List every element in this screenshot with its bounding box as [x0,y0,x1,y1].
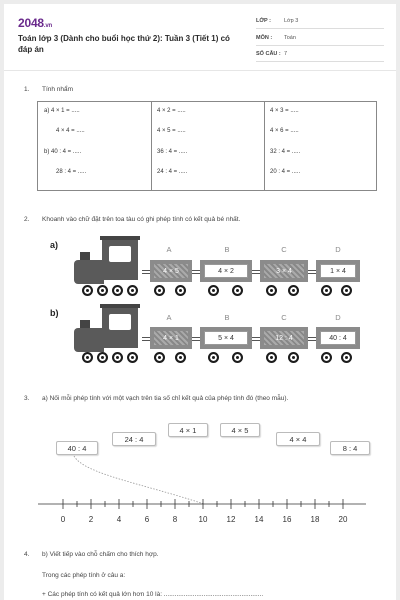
table-cell: 20 : 4 = ..... [270,169,301,175]
train-coupler [252,270,260,274]
train-coupler [192,337,200,341]
wagon-letter[interactable]: B [224,313,230,322]
expression-tag[interactable]: 8 : 4 [330,441,370,455]
train-coupler [192,270,200,274]
tick-label: 18 [310,515,320,524]
wagon-a [150,327,192,349]
train-coupler [252,337,260,341]
wheel-icon [266,352,277,363]
wheel-icon [112,285,123,296]
wheel-icon [127,285,138,296]
question-text: Khoanh vào chữ đặt trên toa tàu có ghi phép tính có kết quả bé nhất. [42,216,241,223]
wagon-expression: 40 : 4 [320,331,356,345]
document-title: Toán lớp 3 (Dành cho buổi học thứ 2): Tuần 3 (Tiết 1) có đáp án [18,34,230,54]
mental-math-table [37,101,377,191]
wheel-icon [97,285,108,296]
question-text: b) Viết tiếp vào chỗ chấm cho thích hợp. [42,551,159,558]
wagon-letter[interactable]: B [224,245,230,254]
table-cell: 24 : 4 = ..... [157,169,188,175]
train-coupler [308,270,316,274]
train-label: a) [50,240,59,250]
tick-label: 12 [226,515,236,524]
train-coupler [308,337,316,341]
question-number: 2. [24,216,30,223]
table-cell: 28 : 4 = ..... [56,169,87,175]
meta-divider [256,28,384,29]
header-divider [4,70,396,71]
tick-label: 4 [116,515,122,524]
tick-label: 0 [60,515,66,524]
table-cell: 36 : 4 = ..... [157,149,188,155]
train-label: b) [50,308,59,318]
wagon-expression: 4 × 1 [154,331,188,345]
tick-label: 14 [254,515,264,524]
wagon-letter[interactable]: A [166,245,172,254]
wagon-expression: 3 × 4 [264,264,304,278]
wagon-expression: 12 : 4 [264,331,304,345]
wagon-c [260,327,308,349]
tick-label: 10 [198,515,208,524]
meta-value-class: Lớp 3 [284,18,299,24]
table-cell: 4 × 6 = ..... [270,128,299,134]
table-cell: b) 40 : 4 = ..... [44,149,82,155]
table-cell: 32 : 4 = ..... [270,149,301,155]
wagon-expression: 5 × 4 [204,331,248,345]
answer-line[interactable]: + Các phép tính có kết quả lớn hơn 10 là: ....................................................... [42,591,264,598]
wagon-d [316,327,360,349]
wagon-b [200,327,252,349]
wagon-letter[interactable]: A [166,313,172,322]
wheel-icon [321,285,332,296]
question-number: 1. [24,86,30,93]
table-cell: 4 × 3 = ..... [270,108,299,114]
tick-label: 2 [88,515,94,524]
wagon-c [260,260,308,282]
wheel-icon [266,285,277,296]
train-coupler [142,337,150,341]
meta-divider [256,45,384,46]
table-cell: a) 4 × 1 = ..... [44,108,80,114]
number-line-ticks [63,499,343,509]
wheel-icon [288,352,299,363]
meta-divider [256,61,384,62]
wheel-icon [175,285,186,296]
question-text: Tính nhẩm [42,86,74,93]
table-divider [264,102,265,190]
wheel-icon [154,352,165,363]
wagon-expression: 4 × 5 [154,264,188,278]
table-cell: 4 × 4 = ..... [56,128,85,134]
table-divider [151,102,152,190]
meta-value-subject: Toán [284,35,296,41]
table-cell: 4 × 2 = ..... [157,108,186,114]
wagon-b [200,260,252,282]
tick-label: 8 [172,515,178,524]
tick-label: 16 [282,515,292,524]
wheel-icon [97,352,108,363]
wheel-icon [127,352,138,363]
wagon-expression: 4 × 2 [204,264,248,278]
meta-label-count: SỐ CÂU : [256,51,281,57]
wheel-icon [112,352,123,363]
wagon-letter[interactable]: D [335,313,341,322]
site-logo[interactable]: 2048.vn [18,16,52,30]
wagon-a [150,260,192,282]
meta-label-subject: MÔN : [256,35,273,41]
number-line-svg [4,444,396,524]
worksheet-page [4,4,396,600]
wheel-icon [341,352,352,363]
wheel-icon [154,285,165,296]
wheel-icon [208,352,219,363]
wagon-d [316,260,360,282]
wheel-icon [321,352,332,363]
instruction-line: Trong các phép tính ở câu a: [42,572,126,579]
expression-tag[interactable]: 4 × 1 [168,423,208,437]
question-text: a) Nối mỗi phép tính với một vạch trên tia số chỉ kết quả của phép tính đó (theo mẫu). [42,395,289,402]
table-cell: 4 × 5 = ..... [157,128,186,134]
wheel-icon [288,285,299,296]
wagon-letter[interactable]: C [281,245,287,254]
tick-label: 6 [144,515,150,524]
question-number: 4. [24,551,30,558]
expression-tag[interactable]: 4 × 4 [276,432,320,446]
wagon-expression: 1 × 4 [320,264,356,278]
tick-label: 20 [338,515,348,524]
wheel-icon [208,285,219,296]
expression-tag[interactable]: 4 × 5 [220,423,260,437]
wagon-letter[interactable]: C [281,313,287,322]
wheel-icon [175,352,186,363]
wheel-icon [82,285,93,296]
connector-line[interactable] [74,456,204,504]
expression-tag[interactable]: 24 : 4 [112,432,156,446]
train-coupler [142,270,150,274]
wheel-icon [232,352,243,363]
meta-value-count: 7 [284,51,288,57]
wagon-letter[interactable]: D [335,245,341,254]
wheel-icon [82,352,93,363]
question-number: 3. [24,395,30,402]
meta-label-class: LỚP : [256,18,271,24]
wheel-icon [232,285,243,296]
wheel-icon [341,285,352,296]
expression-tag[interactable]: 40 : 4 [56,441,98,455]
